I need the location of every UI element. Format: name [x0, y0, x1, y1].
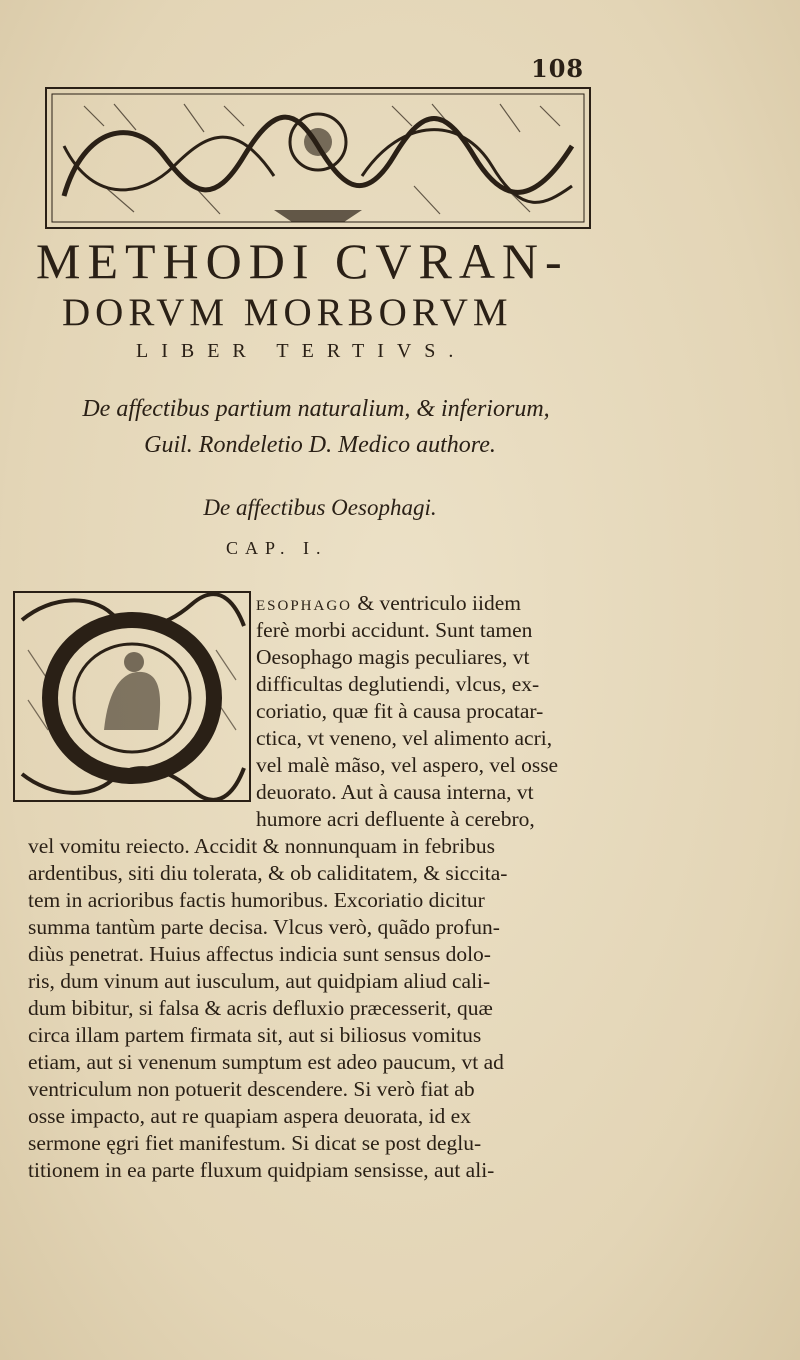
- text-line-6: ctica, vt veneno, vel alimento acri,: [256, 726, 553, 750]
- text-line-7: vel malè mãso, vel aspero, vel osse: [256, 753, 559, 777]
- text-line-15: ris, dum vinum aut iusculum, aut quidpiam aliud cali-: [28, 969, 491, 993]
- text-line-4: difficultas deglutiendi, vlcus, ex-: [256, 672, 540, 696]
- subtitle-line-2: Guil. Rondeletio D. Medico authore.: [144, 432, 496, 458]
- first-line-rest: & ventriculo iidem: [352, 591, 521, 615]
- text-line-21: sermone ęgri fiet manifestum. Si dicat se post deglu-: [28, 1131, 482, 1155]
- text-line-17: circa illam partem firmata sit, aut si biliosus vomitus: [28, 1023, 482, 1047]
- text-line-14: diùs penetrat. Huius affectus indicia sunt sensus dolo-: [28, 942, 491, 966]
- text-line-20: osse impacto, aut re quapiam aspera deuorata, id ex: [28, 1104, 471, 1128]
- book-number-heading: LIBER TERTIVS.: [136, 340, 467, 362]
- text-line-10: vel vomitu reiecto. Accidit & nonnunquam in febribus: [28, 834, 495, 858]
- decorated-initial-o-icon: [12, 590, 252, 803]
- text-line-16: dum bibitur, si falsa & acris defluxio præcesserit, quæ: [28, 996, 493, 1020]
- text-line-9: humore acri defluente à cerebro,: [256, 807, 535, 831]
- initial-word: ESOPHAGO: [256, 598, 353, 614]
- title-line-2: DORVM MORBORVM: [62, 291, 513, 334]
- text-line-19: ventriculum non potuerit descendere. Si verò fiat ab: [28, 1077, 475, 1101]
- text-line-5: coriatio, quæ fit à causa procatar-: [256, 699, 544, 723]
- text-line-13: summa tantùm parte decisa. Vlcus verò, quãdo profun-: [28, 915, 500, 939]
- chapter-number: CAP. I.: [226, 538, 328, 558]
- text-line-8: deuorato. Aut à causa interna, vt: [256, 780, 534, 804]
- title-line-1: METHODI CVRAN-: [36, 233, 569, 289]
- text-line-3: Oesophago magis peculiares, vt: [256, 645, 530, 669]
- text-line-11: ardentibus, siti diu tolerata, & ob caliditatem, & siccita-: [28, 861, 508, 885]
- subtitle-line-1: De affectibus partium naturalium, & inferiorum,: [82, 396, 550, 422]
- text-line-18: etiam, aut si venenum sumptum est adeo paucum, vt ad: [28, 1050, 504, 1074]
- text-line-1: [256, 590, 521, 620]
- chapter-title: De affectibus Oesophagi.: [203, 495, 437, 520]
- ornamental-headpiece-icon: [44, 86, 592, 230]
- text-line-12: tem in acrioribus factis humoribus. Excoriatio dicitur: [28, 888, 485, 912]
- text-line-2: ferè morbi accidunt. Sunt tamen: [256, 618, 533, 642]
- text-line-22: titionem in ea parte fluxum quidpiam sensisse, aut ali-: [28, 1158, 495, 1182]
- page-number: 108: [531, 54, 585, 83]
